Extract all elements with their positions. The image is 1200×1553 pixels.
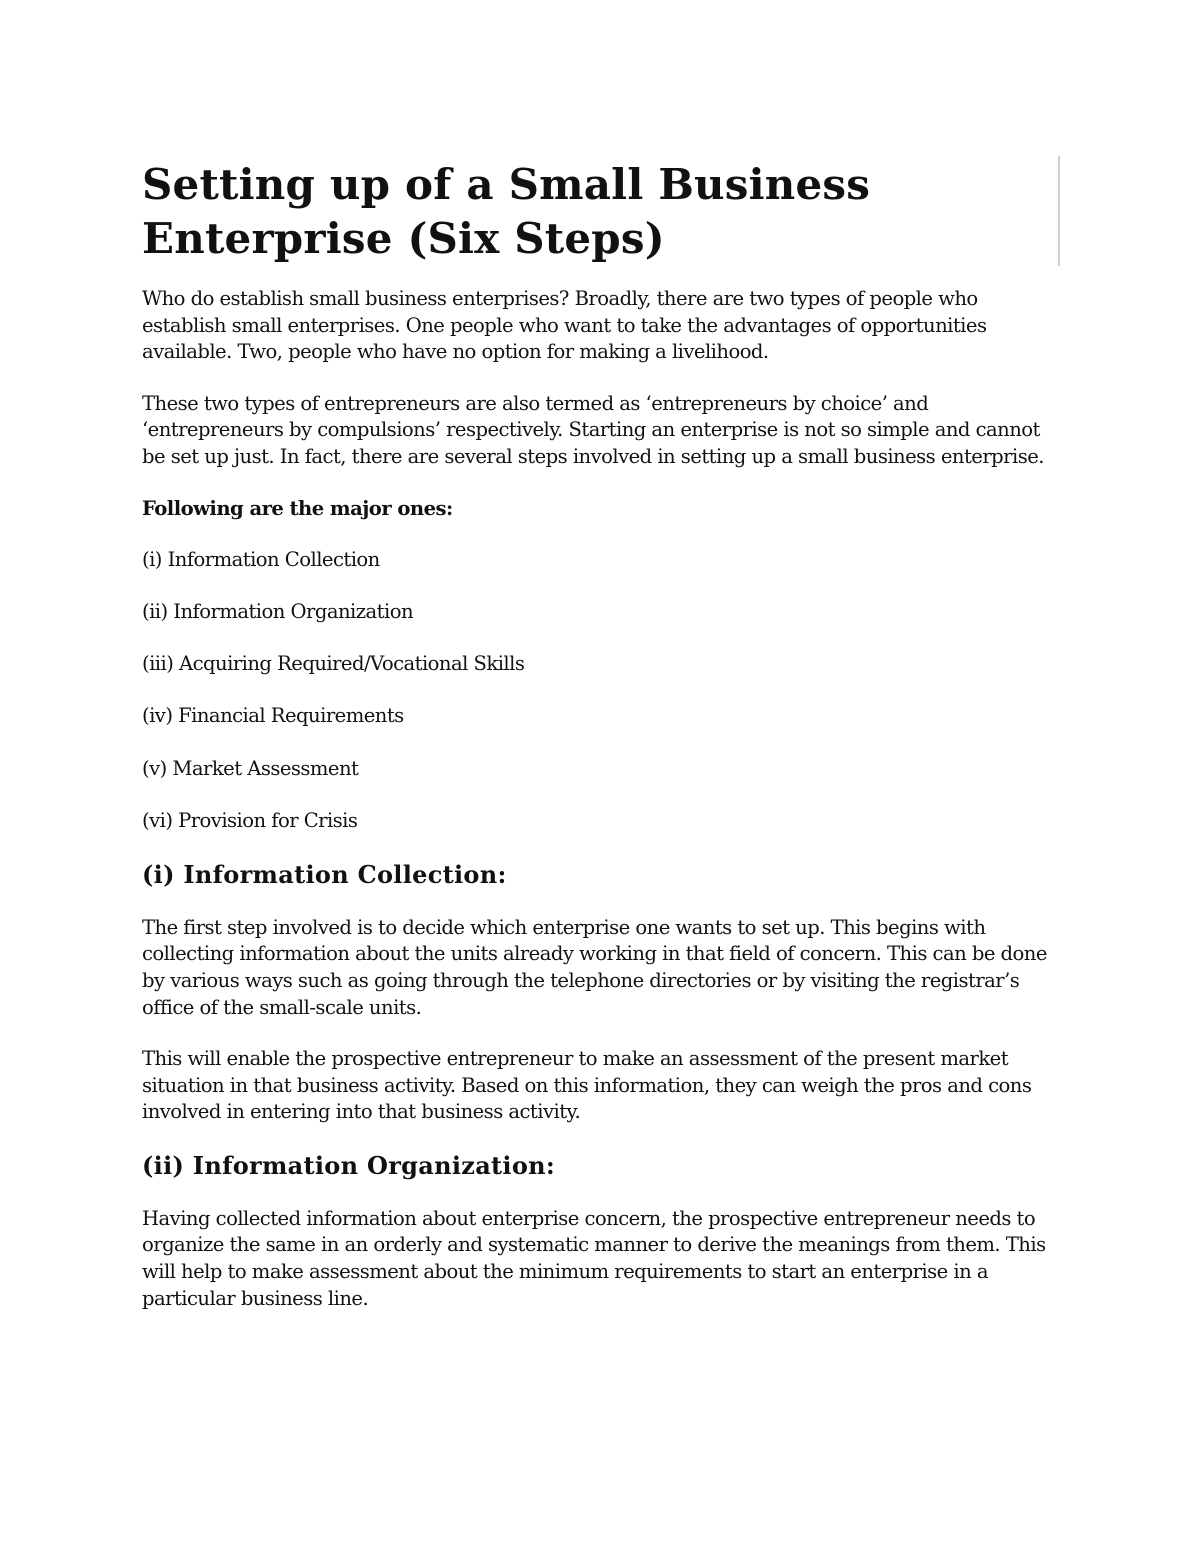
- section-paragraph: Having collected information about enterprise concern, the prospective entrepreneur needs to organize the same in an orderly and systematic manner to derive the meanings from them. This will help to make assessment about the minimum requirements to start an enterprise in a particular business line.: [142, 1206, 1046, 1310]
- list-intro: Following are the major ones:: [142, 496, 453, 520]
- section-paragraph: This will enable the prospective entrepreneur to make an assessment of the present market situation in that business activity. Based on this information, they can weigh the pros and cons involved in entering into that business activity.: [142, 1047, 1032, 1124]
- list-item: (iv) Financial Requirements: [142, 704, 404, 728]
- section-heading-information-organization: (ii) Information Organization:: [142, 1150, 556, 1180]
- steps-list: [142, 547, 1062, 834]
- list-item: (i) Information Collection: [142, 548, 380, 572]
- intro-paragraph-2: These two types of entrepreneurs are also termed as ‘entrepreneurs by choice’ and ‘entrepreneurs by compulsions’ respectively. Starting an enterprise is not so simple and cannot be set up just. In fact, there are several steps involved in setting up a small business enterprise.: [142, 391, 1044, 468]
- section-heading-information-collection: (i) Information Collection:: [142, 859, 507, 889]
- list-item: (iii) Acquiring Required/Vocational Skills: [142, 652, 525, 676]
- section-paragraph: The first step involved is to decide which enterprise one wants to set up. This begins with collecting information about the units already working in that field of concern. This can be done by various ways such as going through the telephone directories or by visiting the registrar’s office of the small-scale units.: [142, 915, 1047, 1019]
- intro-paragraph-1: Who do establish small business enterprises? Broadly, there are two types of people who establish small enterprises. One people who want to take the advantages of opportunities available. Two, people who have no option for making a livelihood.: [142, 287, 987, 364]
- list-item: (ii) Information Organization: [142, 600, 414, 624]
- list-item: (v) Market Assessment: [142, 756, 359, 780]
- list-item: (vi) Provision for Crisis: [142, 808, 358, 832]
- document-page: [142, 158, 1062, 1337]
- document-title: Setting up of a Small Business Enterprise (Six Steps): [142, 160, 871, 263]
